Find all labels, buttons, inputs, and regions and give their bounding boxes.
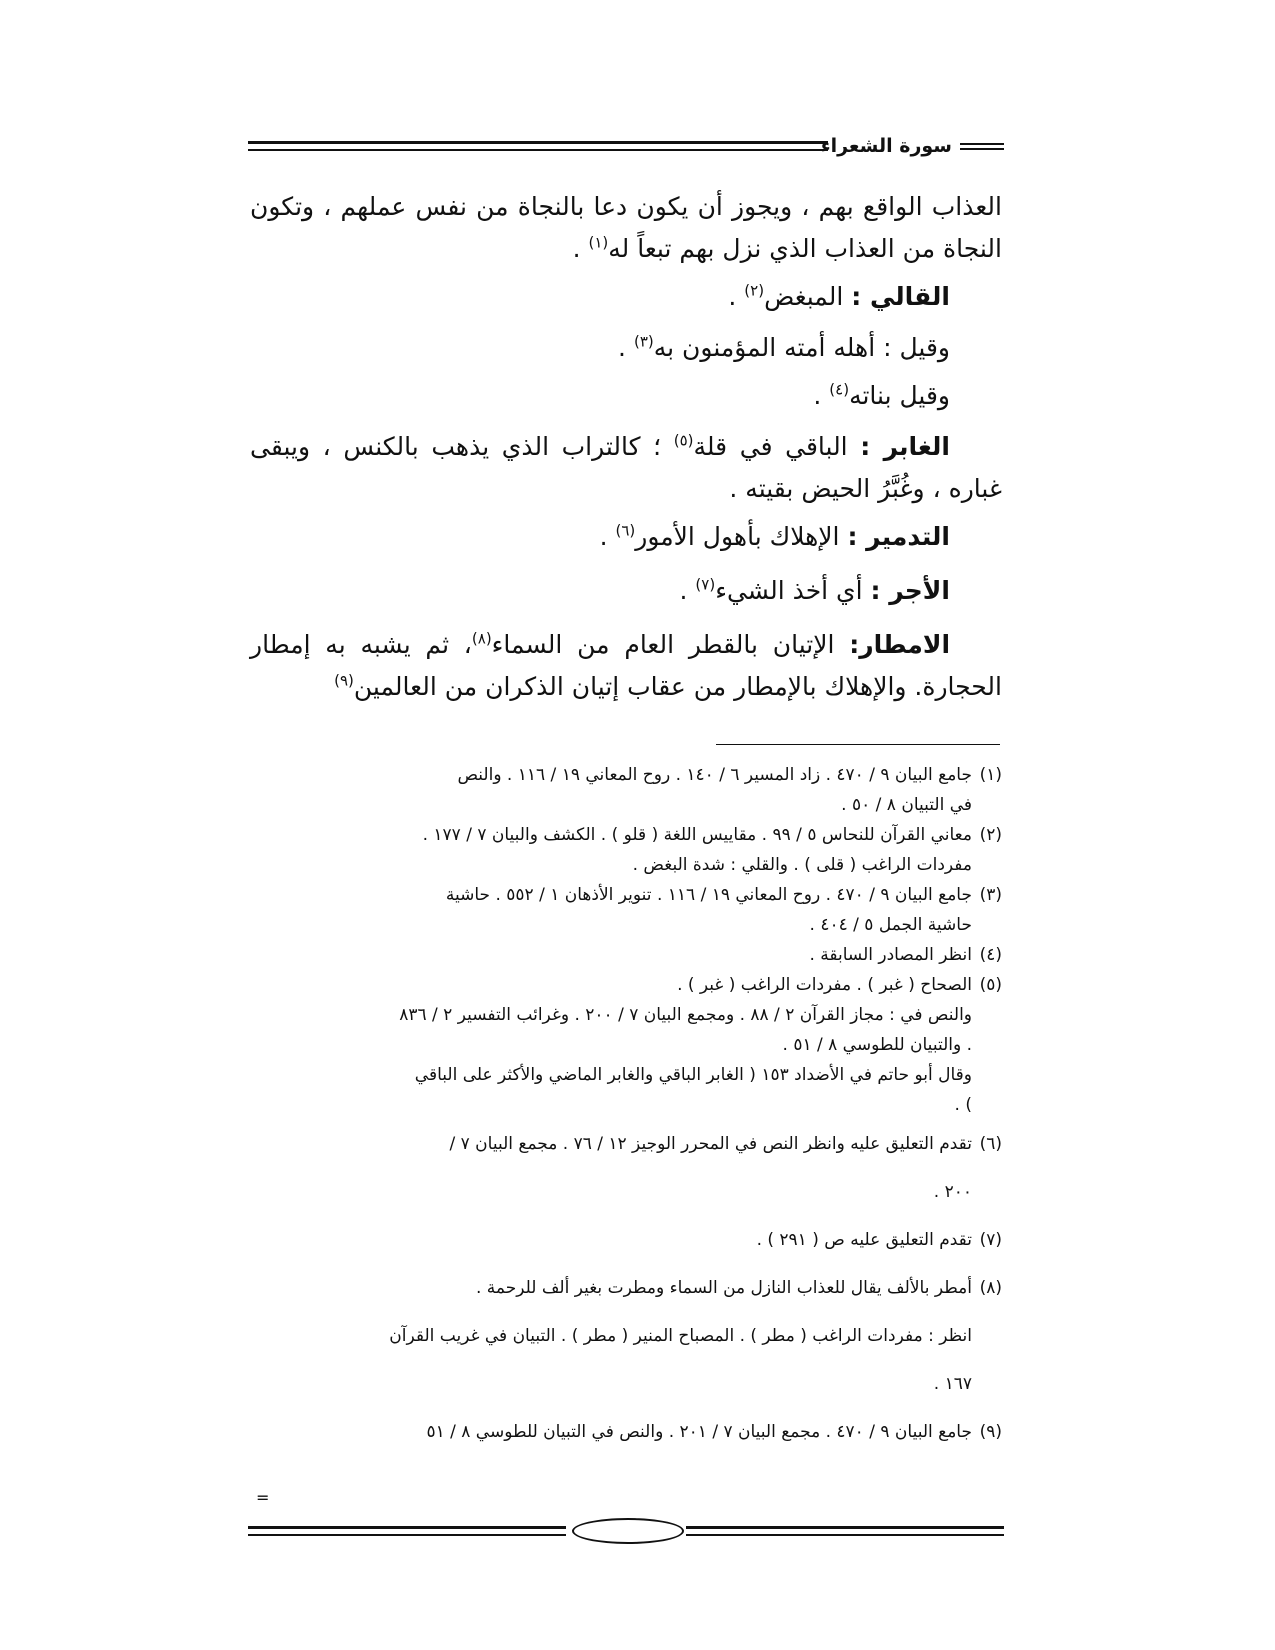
footnote-ref: (٥): [673, 431, 694, 450]
entry-term: الأجر :: [870, 576, 950, 605]
entry-term: الامطار:: [849, 630, 951, 659]
entry-qali: القالي : المبغض$^{(٢)}$ .: [728, 281, 950, 311]
footnote-1: (١)جامع البيان ٩ / ٤٧٠ . زاد المسير ٦ / ١٤٠ . روح المعاني ١٩ / ١١٦ . والنص في التبيان ٨ / ٥٠ .: [457, 765, 1002, 815]
bottom-ornament: [248, 1518, 1004, 1542]
footnote-9: (٩)جامع البيان ٩ / ٤٧٠ . مجمع البيان ٧ / ٢٠١ . والنص في التبيان للطوسي ٨ / ٥١: [426, 1422, 1002, 1442]
bottom-rule-right: [686, 1526, 1004, 1536]
footnotes: [250, 760, 1002, 1456]
footnote-separator: [716, 744, 1000, 745]
footnote-ref: (٦): [615, 521, 636, 540]
footnote-5: (٥)الصحاح ( غبر ) . مفردات الراغب ( غبر ) . والنص في : مجاز القرآن ٢ / ٨٨ . ومجمع البيان ٧ / ٢٠٠ . وغرائب التفسير ٢ / ٨٣٦ . والتبيان للطوسي ٨ / ٥١ . وقال أبو حاتم في الأضداد ١٥٣ ( الغابر الباقي والغابر الماضي والأكثر على الباقي ) .: [399, 975, 1002, 1115]
continuation-mark: =: [256, 1488, 270, 1507]
footnote-7: (٧)تقدم التعليق عليه ص ( ٢٩١ ) .: [756, 1230, 1002, 1250]
footnote-ref: (٨): [471, 629, 492, 648]
footnote-3: (٣)جامع البيان ٩ / ٤٧٠ . روح المعاني ١٩ / ١١٦ . تنوير الأذهان ١ / ٥٥٢ . حاشية حاشية الجمل ٥ / ٤٠٤ .: [445, 885, 1002, 935]
entry-qila-2: وقيل بناته$^{(٤)}$ .: [813, 380, 950, 410]
entry-imtar: الامطار: الإتيان بالقطر العام من السماء$^{(٨)}$، ثم يشبه به إمطار الحجارة. والإهلاك بالإمطار من عقاب إتيان الذكران من العالمين$^{(٩)}$: [250, 629, 1002, 701]
entry-ghabir: الغابر : الباقي في قلة$^{(٥)}$ ؛ كالتراب الذي يذهب بالكنس ، ويبقى غباره ، وغُبَّرُ الحيض بقيته .: [250, 431, 1002, 503]
entry-term: القالي :: [851, 282, 950, 311]
footnote-2: (٢)معاني القرآن للنحاس ٥ / ٩٩ . مقاييس اللغة ( قلو ) . الكشف والبيان ٧ / ١٧٧ . مفردات الراغب ( قلى ) . والقلي : شدة البغض .: [422, 825, 1002, 875]
footnote-4: (٤)انظر المصادر السابقة .: [809, 945, 1002, 965]
header-rule-left: [248, 141, 828, 151]
entry-term: التدمير :: [847, 522, 950, 551]
header-rule-right: [960, 143, 1004, 150]
entry-tadmir: التدمير : الإهلاك بأهول الأمور$^{(٦)}$ .: [599, 521, 950, 551]
entry-term: الغابر :: [860, 432, 950, 461]
running-header: [248, 134, 1004, 164]
footnote-ref: (٢): [744, 281, 765, 300]
footnote-ref: (٩): [334, 671, 354, 690]
bottom-rule-left: [248, 1526, 566, 1536]
entry-ajr: الأجر : أي أخذ الشيء$^{(٧)}$ .: [679, 575, 950, 605]
footnote-ref: (٤): [829, 380, 850, 399]
intro-paragraph: العذاب الواقع بهم ، ويجوز أن يكون دعا بالنجاة من نفس عملهم ، وتكون النجاة من العذاب الذي نزل بهم تبعاً له$^{(١)}$ .: [250, 192, 1002, 263]
footnote-ref: (٣): [633, 332, 654, 351]
footnote-8: (٨)أمطر بالألف يقال للعذاب النازل من السماء ومطرت بغير ألف للرحمة . انظر : مفردات الراغب ( مطر ) . المصباح المنير ( مطر ) . التبيان في غريب القرآن ١٦٧ .: [389, 1278, 1002, 1394]
page-number-oval: [572, 1518, 684, 1544]
footnote-6: (٦)تقدم التعليق عليه وانظر النص في المحرر الوجيز ١٢ / ٧٦ . مجمع البيان ٧ / ٢٠٠ .: [449, 1134, 1002, 1202]
footnote-ref: (٧): [695, 575, 716, 594]
entry-qila-1: وقيل : أهله أمته المؤمنون به$^{(٣)}$ .: [618, 332, 950, 362]
surah-title: سورة الشعراء: [820, 135, 952, 157]
main-text: [250, 186, 1002, 708]
footnote-ref: (١): [588, 233, 609, 252]
